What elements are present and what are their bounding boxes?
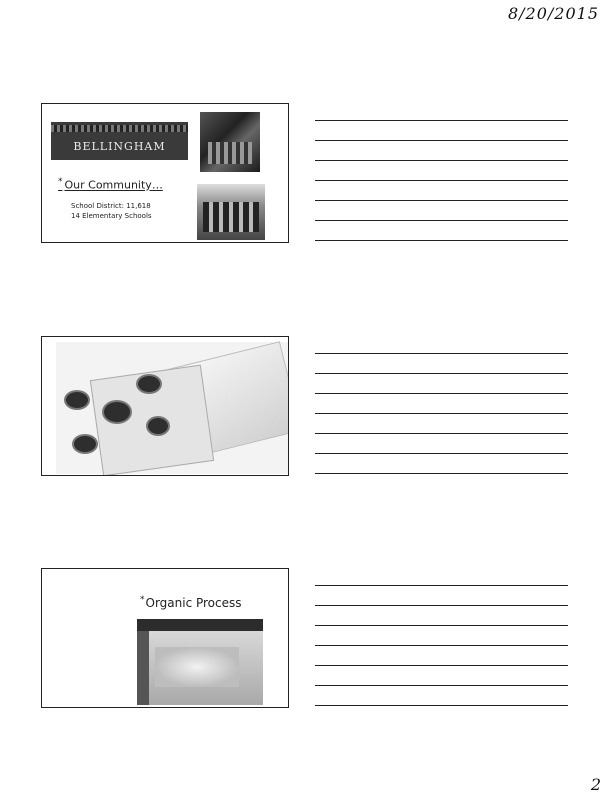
note-line	[315, 160, 568, 161]
note-line	[315, 353, 568, 354]
page-number: 2	[590, 775, 601, 794]
note-line	[315, 625, 568, 626]
slide-title	[58, 177, 163, 192]
note-line	[315, 220, 568, 221]
slide-thumbnail-1	[41, 103, 289, 243]
note-line	[315, 585, 568, 586]
banner-text: BELLINGHAM	[73, 140, 166, 153]
title-bullet: *	[140, 595, 145, 605]
concept-map-papers-photo	[56, 342, 289, 474]
note-line	[315, 453, 568, 454]
note-line	[315, 413, 568, 414]
note-line	[315, 705, 568, 706]
classroom-photo	[197, 184, 265, 240]
building-photo	[200, 112, 260, 172]
slide-title-text: Organic Process	[145, 596, 242, 610]
concept-bubble	[136, 374, 162, 394]
concept-bubble	[72, 434, 98, 454]
concept-bubble	[102, 400, 132, 424]
note-line	[315, 665, 568, 666]
concept-bubble	[64, 390, 90, 410]
slide-text-line: 14 Elementary Schools	[71, 212, 152, 220]
slide-thumbnail-2	[41, 336, 289, 476]
note-line	[315, 473, 568, 474]
print-date: 8/20/2015	[507, 4, 599, 23]
slide-title	[140, 595, 242, 610]
note-line	[315, 645, 568, 646]
banner-decoration	[51, 125, 188, 132]
student-work-photo	[137, 619, 263, 705]
note-line	[315, 200, 568, 201]
bellingham-banner	[51, 122, 188, 160]
note-line	[315, 180, 568, 181]
note-line	[315, 120, 568, 121]
note-line	[315, 140, 568, 141]
note-line	[315, 393, 568, 394]
note-line	[315, 605, 568, 606]
slide-text-line: School District: 11,618	[71, 202, 151, 210]
concept-bubble	[146, 416, 170, 436]
slide-thumbnail-3	[41, 568, 289, 708]
note-line	[315, 240, 568, 241]
note-line	[315, 373, 568, 374]
note-line	[315, 685, 568, 686]
title-bullet: *	[58, 177, 63, 187]
slide-title-text: Our Community…	[64, 178, 163, 192]
note-line	[315, 433, 568, 434]
